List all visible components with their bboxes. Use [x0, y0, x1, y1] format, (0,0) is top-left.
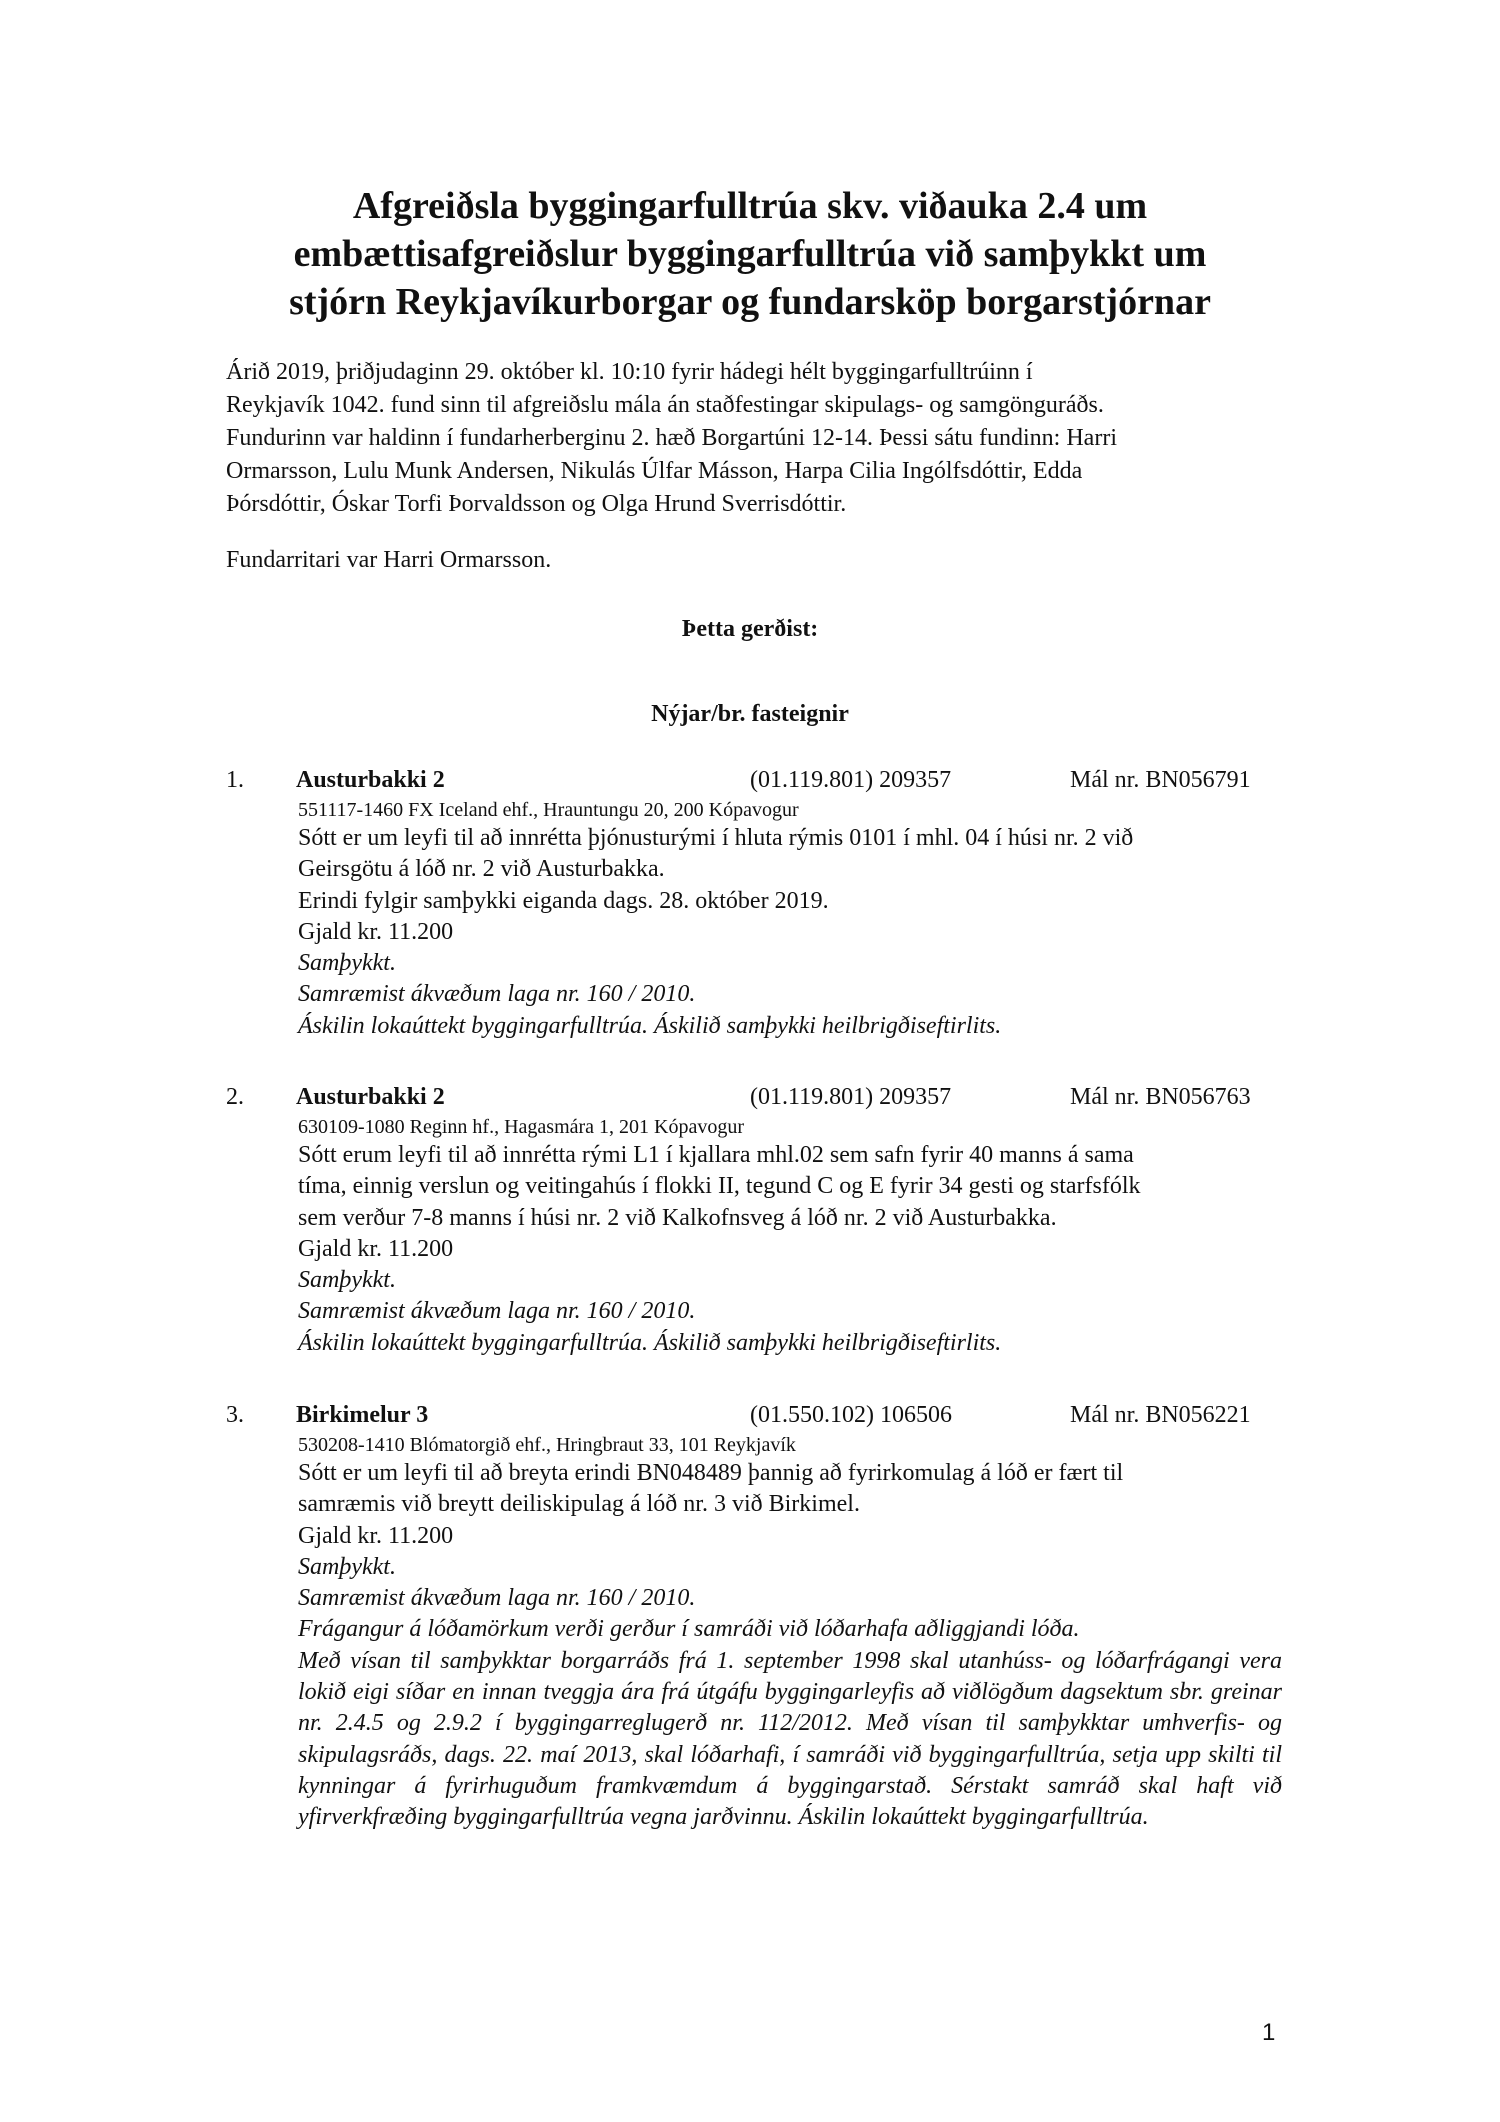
case-description-line: sem verður 7-8 manns í húsi nr. 2 við Kalkofnsveg á lóð nr. 2 við Austurbakka. [298, 1204, 1057, 1231]
case-decision-line: Frágangur á lóðamörkum verði gerður í samráði við lóðarhafa aðliggjandi lóða. [298, 1616, 1080, 1643]
case-id: Mál nr. BN056221 [1070, 1402, 1251, 1428]
case-number-index: 3. [226, 1402, 244, 1428]
title-line: stjórn Reykjavíkurborgar og fundarsköp borgarstjórnar [289, 281, 1211, 323]
case-decision-line: Samþykkt. [298, 950, 396, 977]
case-id: Mál nr. BN056763 [1070, 1084, 1251, 1110]
case-number-index: 2. [226, 1084, 244, 1110]
case-applicant: 530208-1410 Blómatorgið ehf., Hringbraut 33, 101 Reykjavík [298, 1434, 796, 1456]
case-decision-line: Samþykkt. [298, 1553, 396, 1580]
case-item-1 [0, 763, 1500, 1042]
subsection-heading: Nýjar/br. fasteignir [651, 701, 849, 727]
meeting-secretary: Fundarritari var Harri Ormarsson. [226, 547, 552, 573]
case-id: Mál nr. BN056791 [1070, 767, 1251, 793]
intro-line: Ormarsson, Lulu Munk Andersen, Nikulás Úlfar Másson, Harpa Cilia Ingólfsdóttir, Edda [226, 458, 1083, 484]
case-decision-line: Samræmist ákvæðum laga nr. 160 / 2010. [298, 1585, 696, 1612]
case-fee: Gjald kr. 11.200 [298, 918, 454, 945]
case-item-3 [0, 1398, 1500, 1834]
case-description-line: Erindi fylgir samþykki eiganda dags. 28. október 2019. [298, 887, 829, 914]
intro-line: Reykjavík 1042. fund sinn til afgreiðslu mála án staðfestingar skipulags- og samgönguráðs. [226, 392, 1104, 418]
intro-line: Árið 2019, þriðjudaginn 29. október kl. 10:10 fyrir hádegi hélt byggingarfulltrúinn í [226, 359, 1033, 385]
intro-line: Fundurinn var haldinn í fundarherberginu 2. hæð Borgartúni 12-14. Þessi sátu fundinn: Harri [226, 425, 1117, 451]
case-land-number: (01.550.102) 106506 [750, 1402, 952, 1428]
case-description-line: Sótt erum leyfi til að innrétta rými L1 í kjallara mhl.02 sem safn fyrir 40 manns á sama [298, 1142, 1134, 1168]
case-number-index: 1. [226, 767, 244, 793]
case-description-line: tíma, einnig verslun og veitingahús í flokki II, tegund C og E fyrir 34 gesti og starfsfólk [298, 1173, 1141, 1200]
intro-line: Þórsdóttir, Óskar Torfi Þorvaldsson og Olga Hrund Sverrisdóttir. [226, 491, 847, 517]
title-line: embættisafgreiðslur byggingarfulltrúa við samþykkt um [293, 233, 1207, 275]
case-description-line: Sótt er um leyfi til að innrétta þjónusturými í hluta rýmis 0101 í mhl. 04 í húsi nr. 2 við [298, 825, 1134, 851]
case-land-number: (01.119.801) 209357 [750, 767, 952, 793]
case-header [0, 1398, 1500, 1432]
case-decision-line: Samræmist ákvæðum laga nr. 160 / 2010. [298, 981, 696, 1008]
case-description-line: samræmis við breytt deiliskipulag á lóð nr. 3 við Birkimel. [298, 1491, 860, 1518]
document-title [0, 182, 1500, 326]
case-header [0, 763, 1500, 797]
case-header [0, 1080, 1500, 1114]
case-description-line: Geirsgötu á lóð nr. 2 við Austurbakka. [298, 856, 665, 883]
case-decision-line: Áskilin lokaúttekt byggingarfulltrúa. Áskilið samþykki heilbrigðiseftirlits. [298, 1329, 1002, 1356]
case-address: Birkimelur 3 [296, 1402, 429, 1428]
page-number: 1 [1262, 2019, 1276, 2046]
case-decision-line: Samræmist ákvæðum laga nr. 160 / 2010. [298, 1298, 696, 1325]
case-address: Austurbakki 2 [296, 767, 445, 793]
case-item-2 [0, 1080, 1500, 1359]
case-decision-line: Áskilin lokaúttekt byggingarfulltrúa. Áskilið samþykki heilbrigðiseftirlits. [298, 1012, 1002, 1039]
case-address: Austurbakki 2 [296, 1084, 445, 1110]
case-note: Með vísan til samþykktar borgarráðs frá 1. september 1998 skal utanhúss- og lóðarfrágangi vera lokið eigi síðar en innan tveggja ára frá útgáfu byggingarleyfis að viðlögðum dagsektum sbr. greinar nr. 2.4.5 og 2.9.2 í byggingarreglugerð nr. 112/2012. Með vísan til samþykktar umhverfis- og skipulagsráðs, dags. 22. maí 2013, skal lóðarhafi, í samráði við byggingarfulltrúa, setja upp skilti til kynningar á fyrirhuguðum framkvæmdum á byggingarstað. Sérstakt samráð skal haft við yfirverkfræðing byggingarfulltrúa vegna jarðvinnu. Áskilin lokaúttekt byggingarfulltrúa. [298, 1647, 1282, 1831]
intro-paragraph [226, 356, 1286, 521]
case-decision-line: Samþykkt. [298, 1267, 396, 1294]
case-applicant: 551117-1460 FX Iceland ehf., Hrauntungu 20, 200 Kópavogur [298, 799, 799, 821]
case-description-line: Sótt er um leyfi til að breyta erindi BN048489 þannig að fyrirkomulag á lóð er fært til [298, 1460, 1124, 1486]
case-fee: Gjald kr. 11.200 [298, 1235, 454, 1262]
case-fee: Gjald kr. 11.200 [298, 1522, 454, 1549]
case-land-number: (01.119.801) 209357 [750, 1084, 952, 1110]
section-heading: Þetta gerðist: [681, 616, 819, 642]
case-applicant: 630109-1080 Reginn hf., Hagasmára 1, 201 Kópavogur [298, 1116, 745, 1138]
title-line: Afgreiðsla byggingarfulltrúa skv. viðauka 2.4 um [352, 185, 1148, 227]
